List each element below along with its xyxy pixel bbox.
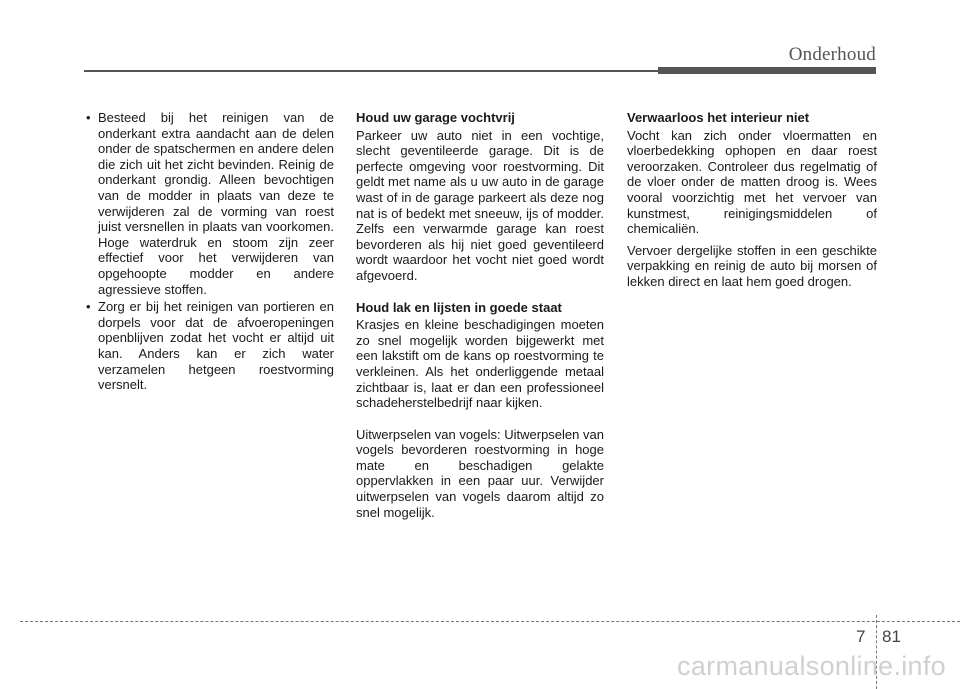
- bullet-list: [84, 110, 334, 393]
- section-title: Onderhoud: [788, 44, 876, 65]
- footer-rule: [20, 621, 960, 622]
- paragraph-interior-2: Vervoer dergelijke stoffen in een geschikte verpakking en reinig de auto bij morsen of lekken direct en laat hem goed drogen.: [627, 242, 877, 289]
- bullet-item: • Besteed bij het reinigen van de onderkant extra aandacht aan de delen onder de spatschermen en andere delen die zich uit het zicht bevinden. Reinig de onderkant grondig. Alleen bevochtigen van de modder in plaats van deze te verwijderen zal de vorming van roest juist versnellen in plaats van voorkomen. Hoge waterdruk en stoom zijn zeer effectief voor het verwijderen van opgehoopte modder en andere agressieve stoffen.: [84, 110, 334, 297]
- paragraph-bird-droppings: Uitwerpselen van vogels: Uitwerpselen van vogels bevorderen roestvorming in hoge mate en beschadigen gelakte oppervlakken in een paar uur. Verwijder uitwerpselen van vogels daarom altijd zo snel mogelijk.: [356, 426, 604, 520]
- heading-interior: Verwaarloos het interieur niet: [627, 110, 810, 125]
- bullet-item: • Zorg er bij het reinigen van portieren en dorpels voor dat de afvoeropeningen openblijven zodat het vocht er altijd uit kan. Anders kan er zich water verzamelen hetgeen roestvorming versnelt.: [84, 299, 334, 393]
- paragraph-interior-1: Vocht kan zich onder vloermatten en vloerbedekking ophopen en daar roest veroorzaken. Controleer dus regelmatig of de vloer onder de matten droog is. Wees vooral voorzichtig met het vervoer van kunstmest, reinigingsmiddelen of chemicaliën.: [627, 127, 877, 237]
- heading-garage: Houd uw garage vochtvrij: [356, 110, 515, 125]
- paragraph-paint: Krasjes en kleine beschadigingen moeten zo snel mogelijk worden bijgewerkt met een lakstift om de kans op roestvorming te verkleinen. Als het onderliggende metaal zichtbaar is, laat er dan een professioneel schadeherstelbedrijf naar kijken.: [356, 317, 604, 411]
- column-right: [627, 110, 877, 306]
- column-left: [84, 110, 334, 395]
- page-number: 81: [882, 627, 901, 646]
- paragraph-garage: Parkeer uw auto niet in een vochtige, slecht geventileerde garage. Dit is de perfecte omgeving voor roestvorming. Dit geldt met name als u uw auto in de garage wast of in de garage parkeert als deze nog nat is of bedekt met sneeuw, ijs of modder. Zelfs een verwarmde garage kan roest bevorderen als hij niet goed geventileerd wordt waardoor het vocht niet goed wordt afgevoerd.: [356, 127, 604, 283]
- chapter-number: 7: [856, 627, 866, 646]
- heading-paint: Houd lak en lijsten in goede staat: [356, 299, 562, 315]
- header-rule-thick: [658, 67, 876, 74]
- column-middle: [356, 110, 604, 536]
- header-rule-thin: [84, 70, 658, 72]
- watermark: carmanualsonline.info: [677, 651, 946, 681]
